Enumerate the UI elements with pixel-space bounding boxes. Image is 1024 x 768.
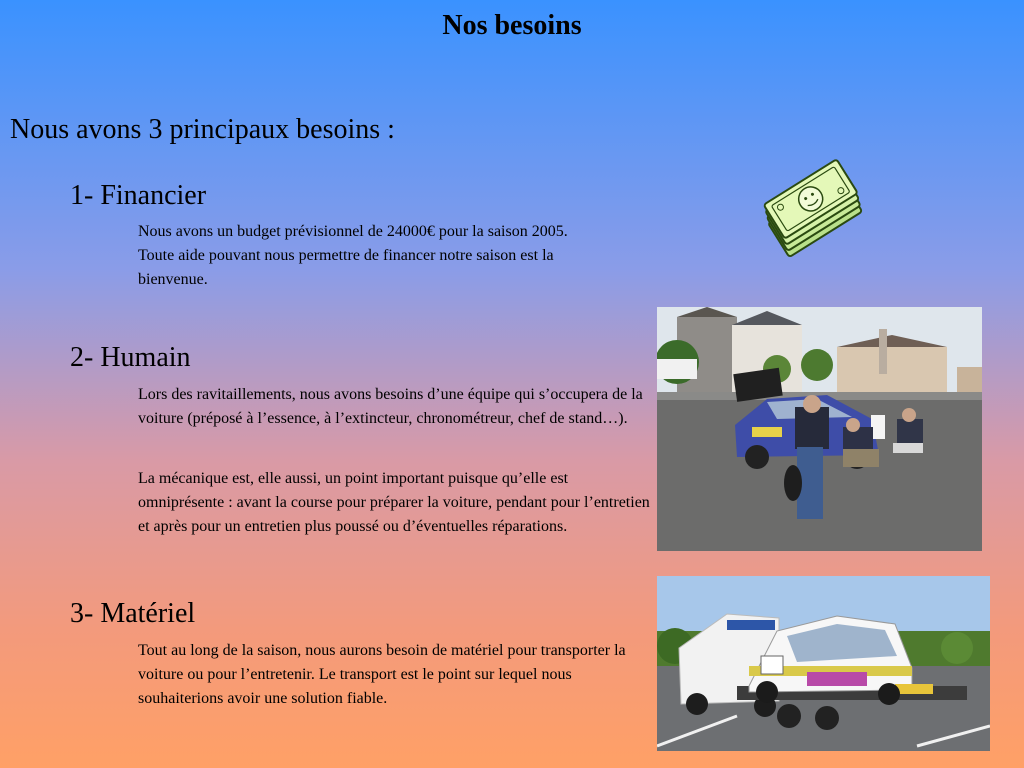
car-trailer-photo [657,576,990,751]
heading-financier: 1- Financier [70,180,207,211]
paragraph-financier: Nous avons un budget prévisionnel de 24000€ pour la saison 2005. Toute aide pouvant nous permettre de financer notre saison est la bienvenue. [138,223,568,288]
intro-text: Nous avons 3 principaux besoins : [10,114,395,145]
paragraph-humain-mecanique: La mécanique est, elle aussi, un point important puisque qu’elle est omniprésente : avant la course pour préparer la voiture, pendant pour l’entretien et après pour un entretien plus poussé ou d’éventuelles réparations. [138,470,650,535]
pit-stop-photo [657,307,982,551]
slide-title: Nos besoins [442,10,582,41]
paragraph-materiel: Tout au long de la saison, nous aurons besoin de matériel pour transporter la voiture ou pour l’entretenir. Le transport est le point sur lequel nous souhaiterions avoir une solution fiable. [138,642,626,707]
money-stack-icon [756,150,866,265]
paragraph-humain-equipe: Lors des ravitaillements, nous avons besoins d’une équipe qui s’occupera de la voiture (préposé à l’essence, à l’extincteur, chronométreur, chef de stand…). [138,386,643,427]
heading-materiel: 3- Matériel [70,598,196,629]
heading-humain: 2- Humain [70,342,191,373]
